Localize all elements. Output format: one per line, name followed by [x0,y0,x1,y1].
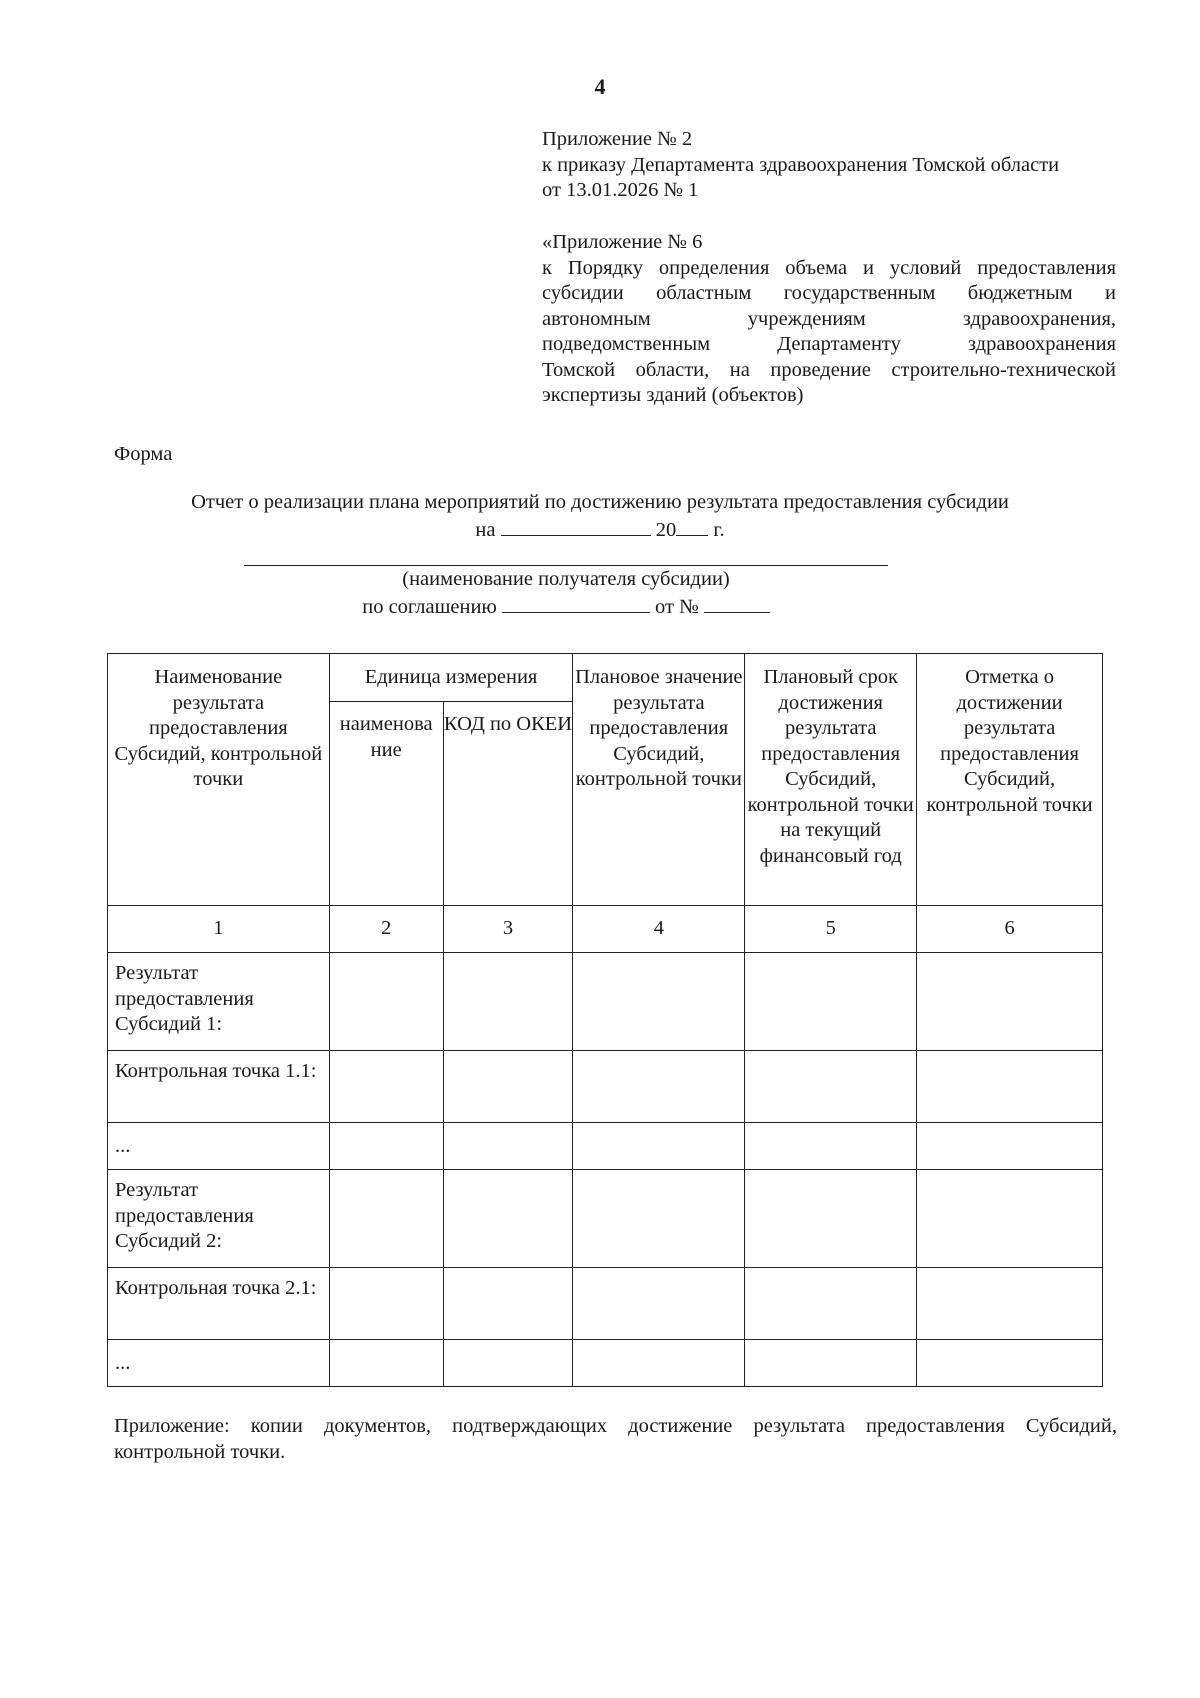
table-cell[interactable] [329,1268,443,1340]
header-okei-code: КОД по ОКЕИ [443,702,573,906]
table-cell[interactable] [443,1170,573,1268]
recipient-block [244,567,888,620]
table-cell[interactable] [443,1123,573,1170]
appendix-6-block [542,230,1116,409]
row-label: Результат предоставления Субсидий 1: [108,953,330,1051]
recipient-caption: (наименование получателя субсидии) [402,568,730,590]
appendix-2-order: к приказу Департамента здравоохранения Томской области [542,153,1060,176]
report-table [107,653,1103,1387]
date-prefix: на [475,519,496,541]
date-year: 20 [655,519,677,541]
table-row [108,1051,1103,1123]
header-unit-name: наименова ние [329,702,443,906]
row-label: Результат предоставления Субсидий 2: [108,1170,330,1268]
table-row [108,1170,1103,1268]
table-row [108,953,1103,1051]
appendix-6-line: Томской области, на проведение строительно-технической [542,358,1116,381]
table-cell[interactable] [745,1268,917,1340]
table-cell[interactable] [573,1340,745,1387]
table-cell[interactable] [917,1340,1103,1387]
agreement-date-blank[interactable] [704,592,770,613]
table-cell[interactable] [917,1051,1103,1123]
header-result-name: Наименование результата предоставления Субсидий, контрольной точки [108,654,330,906]
table-cell[interactable] [917,1268,1103,1340]
table-cell[interactable] [329,953,443,1051]
row-label: Контрольная точка 1.1: [108,1051,330,1123]
table-cell[interactable] [443,1051,573,1123]
table-cell[interactable] [917,1170,1103,1268]
column-number: 3 [443,906,573,953]
header-planned-value: Плановое значение результата предоставления Субсидий, контрольной точки [573,654,745,906]
table-cell[interactable] [745,953,917,1051]
table-cell[interactable] [329,1170,443,1268]
table-cell[interactable] [917,1123,1103,1170]
table-cell[interactable] [745,1170,917,1268]
row-label: ... [108,1340,330,1387]
header-achievement-mark: Отметка о достижении результата предоставления Субсидий, контрольной точки [917,654,1103,906]
report-title: Отчет о реализации плана мероприятий по достижению результата предоставления субсидии [191,491,1009,513]
agreement-from: от № [655,596,699,618]
row-label: Контрольная точка 2.1: [108,1268,330,1340]
table-cell[interactable] [573,1123,745,1170]
appendix-6-line: субсидии областным государственным бюджетным и [542,282,1116,304]
appendix-6-line: к Порядку определения объема и условий предоставления [542,256,1116,279]
table-cell[interactable] [443,953,573,1051]
table-cell[interactable] [443,1268,573,1340]
table-cell[interactable] [745,1051,917,1123]
table-cell[interactable] [917,953,1103,1051]
date-suffix: г. [713,519,725,541]
year-blank[interactable] [676,515,708,536]
table-cell[interactable] [745,1340,917,1387]
table-cell[interactable] [573,1051,745,1123]
table-cell[interactable] [443,1340,573,1387]
report-date-line [100,515,1100,543]
header-planned-deadline: Плановый срок достижения результата предоставления Субсидий, контрольной точки на текущий финансовый год [745,654,917,906]
appendix-2-title: Приложение № 2 [542,128,693,150]
column-number: 2 [329,906,443,953]
recipient-name-line[interactable] [244,565,888,566]
row-label: ... [108,1123,330,1170]
report-heading [100,489,1100,543]
column-number: 5 [745,906,917,953]
agreement-line [244,592,888,620]
table-cell[interactable] [329,1123,443,1170]
table-row [108,1268,1103,1340]
column-number: 1 [108,906,330,953]
table-cell[interactable] [573,1268,745,1340]
appendix-6-line: автономным учреждениям здравоохранения, [542,307,1116,330]
table-cell[interactable] [329,1340,443,1387]
column-number: 4 [573,906,745,953]
column-number: 6 [917,906,1103,953]
table-cell[interactable] [573,953,745,1051]
form-label: Форма [114,443,173,465]
appendix-2-date: от 13.01.2026 № 1 [542,179,699,201]
attachment-note: Приложение: копии документов, подтверждающих достижение результата предоставления Субсидий, контрольной точки. [114,1415,1117,1463]
date-blank[interactable] [501,515,651,536]
header-unit-group: Единица измерения [329,654,573,702]
appendix-6-title: «Приложение № 6 [542,231,703,253]
table-row [108,1340,1103,1387]
appendix-2-block [542,127,1116,204]
appendix-6-last-line: экспертизы зданий (объектов) [542,384,804,406]
table-cell[interactable] [573,1170,745,1268]
appendix-6-line: подведомственным Департаменту здравоохранения [542,333,1116,355]
table-row [108,1123,1103,1170]
agreement-prefix: по соглашению [362,596,497,618]
table-cell[interactable] [745,1123,917,1170]
page-number: 4 [594,74,606,99]
agreement-number-blank[interactable] [502,592,650,613]
table-cell[interactable] [329,1051,443,1123]
